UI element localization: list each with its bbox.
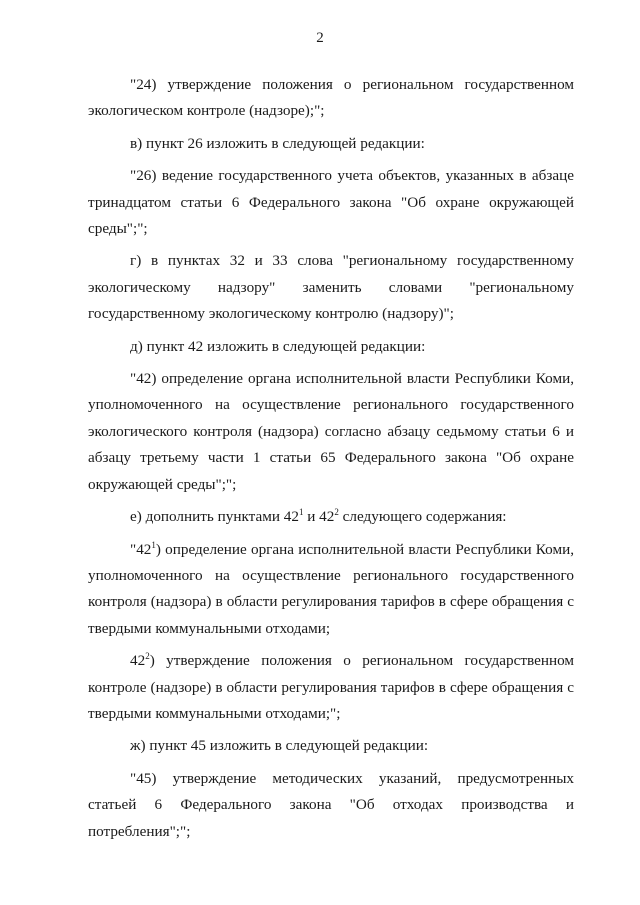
text-segment: и 42	[303, 508, 335, 526]
text-segment: следующего содержания:	[338, 508, 507, 526]
paragraph-amend-45: ж) пункт 45 изложить в следующей редакции:	[130, 737, 429, 755]
paragraph-item-26: "26) ведение государственного учета объектов, указанных в абзаце тринадцатом статьи 6 Федерального закона "Об охране окружающей среды";";	[88, 167, 574, 238]
superscript: 1	[151, 539, 156, 550]
page-number: 2	[316, 30, 324, 46]
paragraph-add-42-1-42-2	[88, 504, 574, 530]
paragraph-amend-42: д) пункт 42 изложить в следующей редакции:	[130, 337, 426, 355]
superscript: 1	[298, 507, 304, 518]
superscript: 2	[334, 507, 339, 518]
text-segment: ) определение органа исполнительной власти Республики Коми, уполномоченного на осуществление регионального государственного контроля (надзора) в области регулирования тарифов в сфере обращения с твердыми коммунальными отходами;	[88, 540, 574, 637]
superscript: 2	[145, 651, 150, 662]
text-segment: "42	[130, 540, 152, 558]
paragraph-amend-32-33: г) в пунктах 32 и 33 слова "региональному государственному экологическому надзору" заменить словами "региональному государственному экологическому контролю (надзору)";	[88, 252, 574, 323]
paragraph-item-45: "45) утверждение методических указаний, предусмотренных статьей 6 Федерального закона "Об отходах производства и потребления";";	[88, 769, 574, 840]
paragraph-item-42: "42) определение органа исполнительной власти Республики Коми, уполномоченного на осуществление регионального государственного экологического контроля (надзора) согласно абзацу седьмому статьи 6 и абзацу третьему части 1 статьи 65 Федерального закона "Об охране окружающей среды";";	[88, 370, 574, 493]
paragraph-item-42-1	[88, 537, 574, 643]
text-segment: 42	[130, 652, 146, 670]
paragraph-item-42-2	[88, 648, 574, 727]
text-segment: ) утверждение положения о региональном государственном контроле (надзоре) в области регулирования тарифов в сфере обращения с твердыми коммунальными отходами;";	[88, 652, 574, 722]
paragraph-amend-26: в) пункт 26 изложить в следующей редакции:	[130, 134, 425, 152]
paragraph-item-24: "24) утверждение положения о региональном государственном экологическом контроле (надзоре);";	[88, 76, 574, 120]
document-body	[88, 72, 574, 851]
text-segment: е) дополнить пунктами 42	[130, 508, 299, 526]
